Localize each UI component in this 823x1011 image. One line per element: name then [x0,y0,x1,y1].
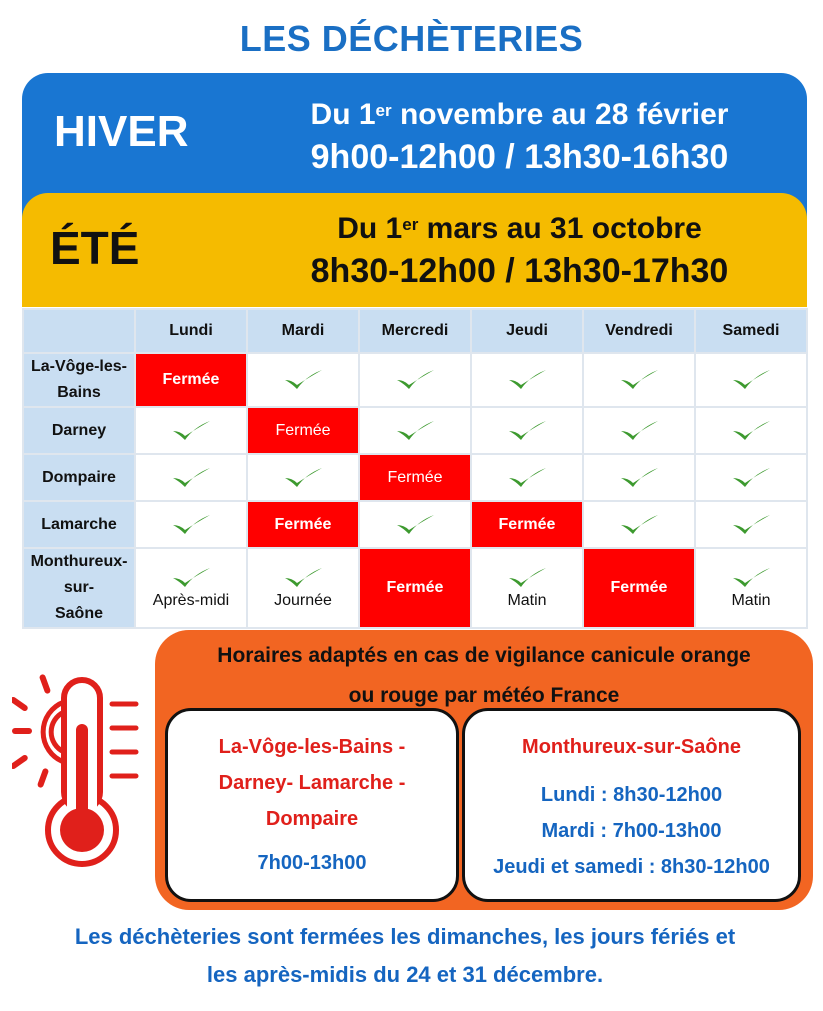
closed-cell [359,454,471,501]
heat-right-tuesday: Mardi : 7h00-13h00 [541,820,722,842]
site-name-line1: Monthureux-sur- [30,553,128,596]
closed-cell [583,548,695,628]
thermometer-icon [12,672,152,872]
open-cell [471,548,583,628]
checkmark-icon [170,419,212,443]
heatwave-card-group [165,708,459,902]
checkmark-icon [506,466,548,490]
checkmark-icon [506,566,548,590]
day-header-wednesday: Mercredi [359,309,471,353]
checkmark-icon [394,368,436,392]
site-name [23,548,135,628]
heatwave-panel [155,630,813,910]
summer-dates-sup: er [402,215,419,234]
open-cell [247,548,359,628]
checkmark-icon [618,419,660,443]
winter-dates-suffix: novembre au 28 février [391,98,729,131]
open-cell [583,407,695,454]
footer-line1: Les déchèteries sont fermées les dimanches, les jours fériés et [74,924,736,949]
closed-cell [471,501,583,548]
winter-dates [232,95,807,135]
checkmark-icon [730,466,772,490]
open-cell [135,454,247,501]
summer-dates [232,209,807,249]
checkmark-icon [618,466,660,490]
open-cell [135,501,247,548]
winter-label: HIVER [54,107,189,156]
heat-right-thu-sat: Jeudi et samedi : 8h30-12h00 [493,856,770,878]
open-cell [359,501,471,548]
footer-line2: les après-midis du 24 et 31 décembre. [206,962,604,987]
heatwave-title-line2: ou rouge par météo France [348,684,620,707]
checkmark-icon [730,419,772,443]
opening-period-note: Journée [274,592,332,609]
checkmark-icon [282,466,324,490]
table-row [23,501,807,548]
open-cell [359,407,471,454]
checkmark-icon [618,368,660,392]
open-cell [695,407,807,454]
checkmark-icon [282,566,324,590]
closed-cell [247,407,359,454]
checkmark-icon [394,419,436,443]
winter-dates-prefix: Du 1 [310,98,376,131]
summer-dates-suffix: mars au 31 octobre [418,212,702,245]
closed-cell [247,501,359,548]
closed-label: Fermée [387,468,443,486]
table-row [23,548,807,628]
site-name-line2: Saône [54,605,103,622]
heatwave-title [155,636,813,716]
open-cell [583,454,695,501]
heat-left-site-line2: Darney- Lamarche - [218,772,406,794]
closed-label: Fermée [274,515,332,533]
footer-note [0,918,810,994]
open-cell [695,548,807,628]
checkmark-icon [394,513,436,537]
checkmark-icon [618,513,660,537]
checkmark-icon [170,566,212,590]
open-cell [695,501,807,548]
opening-period-note: Matin [731,592,771,609]
open-cell [695,353,807,407]
table-row [23,454,807,501]
closed-label: Fermée [610,579,668,596]
winter-info [232,95,807,179]
checkmark-icon [506,419,548,443]
open-cell [247,353,359,407]
closed-label: Fermée [162,371,220,388]
open-cell [471,353,583,407]
closed-cell [135,353,247,407]
winter-hours: 9h00-12h00 / 13h30-16h30 [310,138,729,176]
closed-cell [359,548,471,628]
checkmark-icon [170,466,212,490]
open-cell [247,454,359,501]
heatwave-title-line1: Horaires adaptés en cas de vigilance canicule orange [217,644,751,667]
heatwave-card-monthureux [462,708,801,902]
page-title: LES DÉCHÈTERIES [239,18,584,59]
site-name: La-Vôge-les-Bains [23,353,135,407]
day-header-friday: Vendredi [583,309,695,353]
winter-dates-sup: er [375,101,392,120]
checkmark-icon [506,368,548,392]
closed-label: Fermée [498,515,556,533]
summer-hours: 8h30-12h00 / 13h30-17h30 [310,252,729,290]
open-cell [695,454,807,501]
open-cell [135,548,247,628]
checkmark-icon [170,513,212,537]
site-name: Dompaire [23,454,135,501]
day-header-tuesday: Mardi [247,309,359,353]
heat-right-site: Monthureux-sur-Saône [522,736,741,758]
heat-right-monday: Lundi : 8h30-12h00 [540,784,723,806]
opening-period-note: Après-midi [152,592,230,609]
checkmark-icon [282,368,324,392]
table-corner [23,309,135,353]
summer-dates-prefix: Du 1 [337,212,403,245]
checkmark-icon [730,566,772,590]
day-header-saturday: Samedi [695,309,807,353]
opening-period-note: Matin [507,592,547,609]
day-header-thursday: Jeudi [471,309,583,353]
checkmark-icon [730,513,772,537]
summer-banner [22,193,807,307]
open-cell [583,353,695,407]
checkmark-icon [730,368,772,392]
site-name: Lamarche [23,501,135,548]
closed-label: Fermée [275,421,331,439]
summer-info [232,209,807,293]
open-cell [359,353,471,407]
heat-left-hours: 7h00-13h00 [257,852,367,874]
day-header-monday: Lundi [135,309,247,353]
open-cell [135,407,247,454]
schedule-table [22,308,808,629]
heat-left-site-line1: La-Vôge-les-Bains - [218,736,406,758]
open-cell [471,454,583,501]
table-row [23,353,807,407]
open-cell [583,501,695,548]
closed-label: Fermée [386,579,444,596]
site-name: Darney [23,407,135,454]
table-row [23,407,807,454]
open-cell [471,407,583,454]
heat-left-site-line3: Dompaire [265,808,359,830]
summer-label: ÉTÉ [50,222,140,274]
